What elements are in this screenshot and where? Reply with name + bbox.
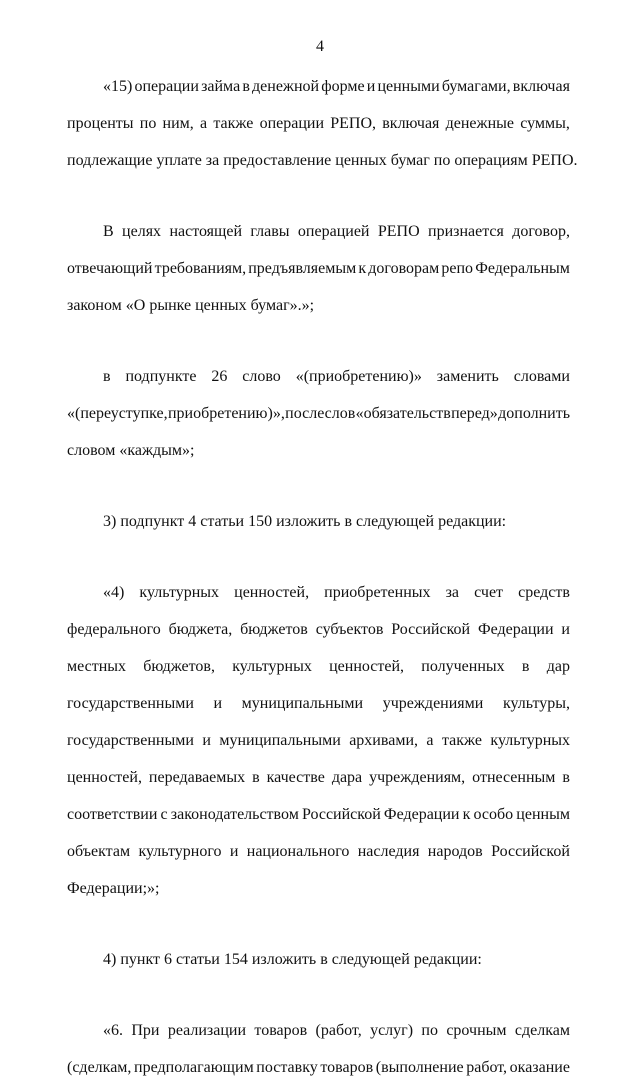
word: операцией [297, 223, 370, 240]
word: Российской [301, 806, 381, 823]
word: настоящей [169, 223, 243, 240]
word: подпункте [125, 368, 197, 385]
word: (выполнение [375, 1059, 464, 1076]
word: национального [246, 843, 350, 860]
word: целях [122, 223, 162, 240]
word: в [242, 78, 250, 95]
word: народов [427, 843, 483, 860]
text-line: 3) подпункт 4 статьи 150 изложить в следующей редакции: [103, 513, 507, 530]
word: к [358, 260, 367, 277]
word: товаров [320, 1059, 374, 1076]
word: операции [134, 78, 199, 95]
word: поставку [256, 1059, 318, 1076]
word: ценными [377, 78, 440, 95]
word: по [421, 1022, 438, 1039]
word: качестве [266, 769, 325, 786]
word: и [229, 843, 239, 860]
word: В [103, 223, 114, 240]
word: государственными [67, 732, 194, 749]
text-line [67, 685, 570, 722]
word: объектам [67, 843, 131, 860]
word: При [131, 1022, 160, 1039]
word: средств [518, 584, 570, 601]
word: приобретенных [324, 584, 431, 601]
word: дар [546, 658, 570, 675]
word: (сделкам, [67, 1059, 132, 1076]
word: счет [474, 584, 504, 601]
word: признается [428, 223, 504, 240]
word: также [213, 115, 254, 132]
word: слово [242, 368, 281, 385]
word: Федерации [477, 621, 554, 638]
word: Российской [491, 843, 570, 860]
word: «обязательств [355, 405, 451, 422]
paragraph [67, 68, 578, 179]
word: «6. [103, 1022, 123, 1039]
word: культурного [138, 843, 222, 860]
word: отнесенным [472, 769, 556, 786]
word: ценностей, [234, 584, 310, 601]
word: Российской [391, 621, 471, 638]
word: РЕПО, [330, 115, 377, 132]
word: культуры, [502, 695, 570, 712]
word: перед» [451, 405, 498, 422]
word: репо [441, 260, 474, 277]
word: муниципальными [219, 732, 341, 749]
word: также [441, 732, 482, 749]
word: «(переуступке, [67, 405, 168, 422]
word: полученных [421, 658, 505, 675]
paragraph [67, 503, 570, 540]
word: предъявляемым [248, 260, 357, 277]
word: культурных [490, 732, 570, 749]
word: ценностей, [67, 769, 142, 786]
text-line [67, 796, 570, 833]
text-line [67, 395, 570, 432]
word: оказание [509, 1059, 570, 1076]
text-line [67, 1049, 570, 1086]
word: после [285, 405, 325, 422]
word: словами [513, 368, 570, 385]
word: и [213, 695, 223, 712]
word: в [521, 658, 530, 675]
text-line [67, 213, 570, 250]
word: местных [67, 658, 127, 675]
word: ним, [162, 115, 194, 132]
word: соответствии [67, 806, 158, 823]
text-line: законом «О рынке ценных бумаг».»; [67, 297, 315, 314]
word: сделкам [514, 1022, 570, 1039]
word: учреждениям, [369, 769, 466, 786]
word: архивами, [349, 732, 418, 749]
word: денежные [445, 115, 514, 132]
word: особо [473, 806, 514, 823]
word: бюджетов, [143, 658, 215, 675]
word: Федерации [383, 806, 460, 823]
word: Федеральным [475, 260, 570, 277]
word: дара [331, 769, 363, 786]
word: законодательством [170, 806, 299, 823]
text-line [67, 1012, 570, 1049]
word: главы [250, 223, 290, 240]
word: проценты [67, 115, 134, 132]
word: по [139, 115, 157, 132]
word: РЕПО [377, 223, 420, 240]
word: дополнить [498, 405, 570, 422]
word: отвечающий [67, 260, 153, 277]
word: наследия [357, 843, 420, 860]
word: слов [324, 405, 356, 422]
text-line: 4) пункт 6 статьи 154 изложить в следующей редакции: [103, 951, 482, 968]
word: «4) [103, 584, 125, 601]
word: в [562, 769, 570, 786]
word: предполагающим [134, 1059, 254, 1076]
word: включая [512, 78, 570, 95]
word: федерального [67, 621, 161, 638]
text-line [67, 648, 570, 685]
word: за [445, 584, 460, 601]
word: в [103, 368, 111, 385]
word: 26 [211, 368, 228, 385]
word: срочным [446, 1022, 507, 1039]
word: ценностей, [329, 658, 405, 675]
text-line [67, 250, 570, 287]
word: культурных [139, 584, 220, 601]
word: культурных [232, 658, 312, 675]
word: реализации [167, 1022, 247, 1039]
word: суммы, [520, 115, 570, 132]
word: учреждениями [382, 695, 484, 712]
text-line: словом «каждым»; [67, 442, 195, 459]
paragraph [67, 941, 570, 978]
word: субъектов [315, 621, 384, 638]
word: и [561, 621, 570, 638]
document-text [67, 68, 578, 1086]
word: в [252, 769, 260, 786]
word: и [202, 732, 211, 749]
word: ценным [516, 806, 570, 823]
word: услуг) [370, 1022, 414, 1039]
word: «15) [103, 78, 133, 95]
text-line: Федерации;»; [67, 880, 160, 897]
paragraph [67, 1012, 570, 1086]
word: бюджетов [240, 621, 308, 638]
text-line [67, 722, 570, 759]
paragraph [67, 213, 570, 324]
word: «(приобретению)» [295, 368, 422, 385]
word: приобретению)», [167, 405, 285, 422]
text-line [67, 68, 570, 105]
text-line [67, 759, 570, 796]
word: муниципальными [241, 695, 364, 712]
word: договор, [512, 223, 570, 240]
paragraph [67, 358, 570, 469]
word: займа [201, 78, 241, 95]
word: государственными [67, 695, 194, 712]
word: к [462, 806, 471, 823]
word: (работ, [315, 1022, 362, 1039]
word: а [426, 732, 434, 749]
text-line [67, 358, 570, 395]
word: операции [259, 115, 325, 132]
word: требованиям, [154, 260, 247, 277]
word: бюджета, [168, 621, 233, 638]
paragraph [67, 574, 570, 907]
word: форме [321, 78, 365, 95]
text-line: подлежащие уплате за предоставление ценных бумаг по операциям РЕПО. [67, 152, 578, 169]
word: товаров [254, 1022, 308, 1039]
page-number: 4 [316, 38, 324, 55]
word: а [200, 115, 208, 132]
text-line [67, 574, 570, 611]
word: передаваемых [148, 769, 246, 786]
text-line [67, 105, 570, 142]
word: договорам [368, 260, 440, 277]
word: бумагами, [441, 78, 511, 95]
word: и [366, 78, 376, 95]
word: включая [382, 115, 440, 132]
word: заменить [436, 368, 499, 385]
word: денежной [252, 78, 320, 95]
word: с [160, 806, 168, 823]
word: работ, [466, 1059, 508, 1076]
text-line [67, 611, 570, 648]
text-line [67, 833, 570, 870]
